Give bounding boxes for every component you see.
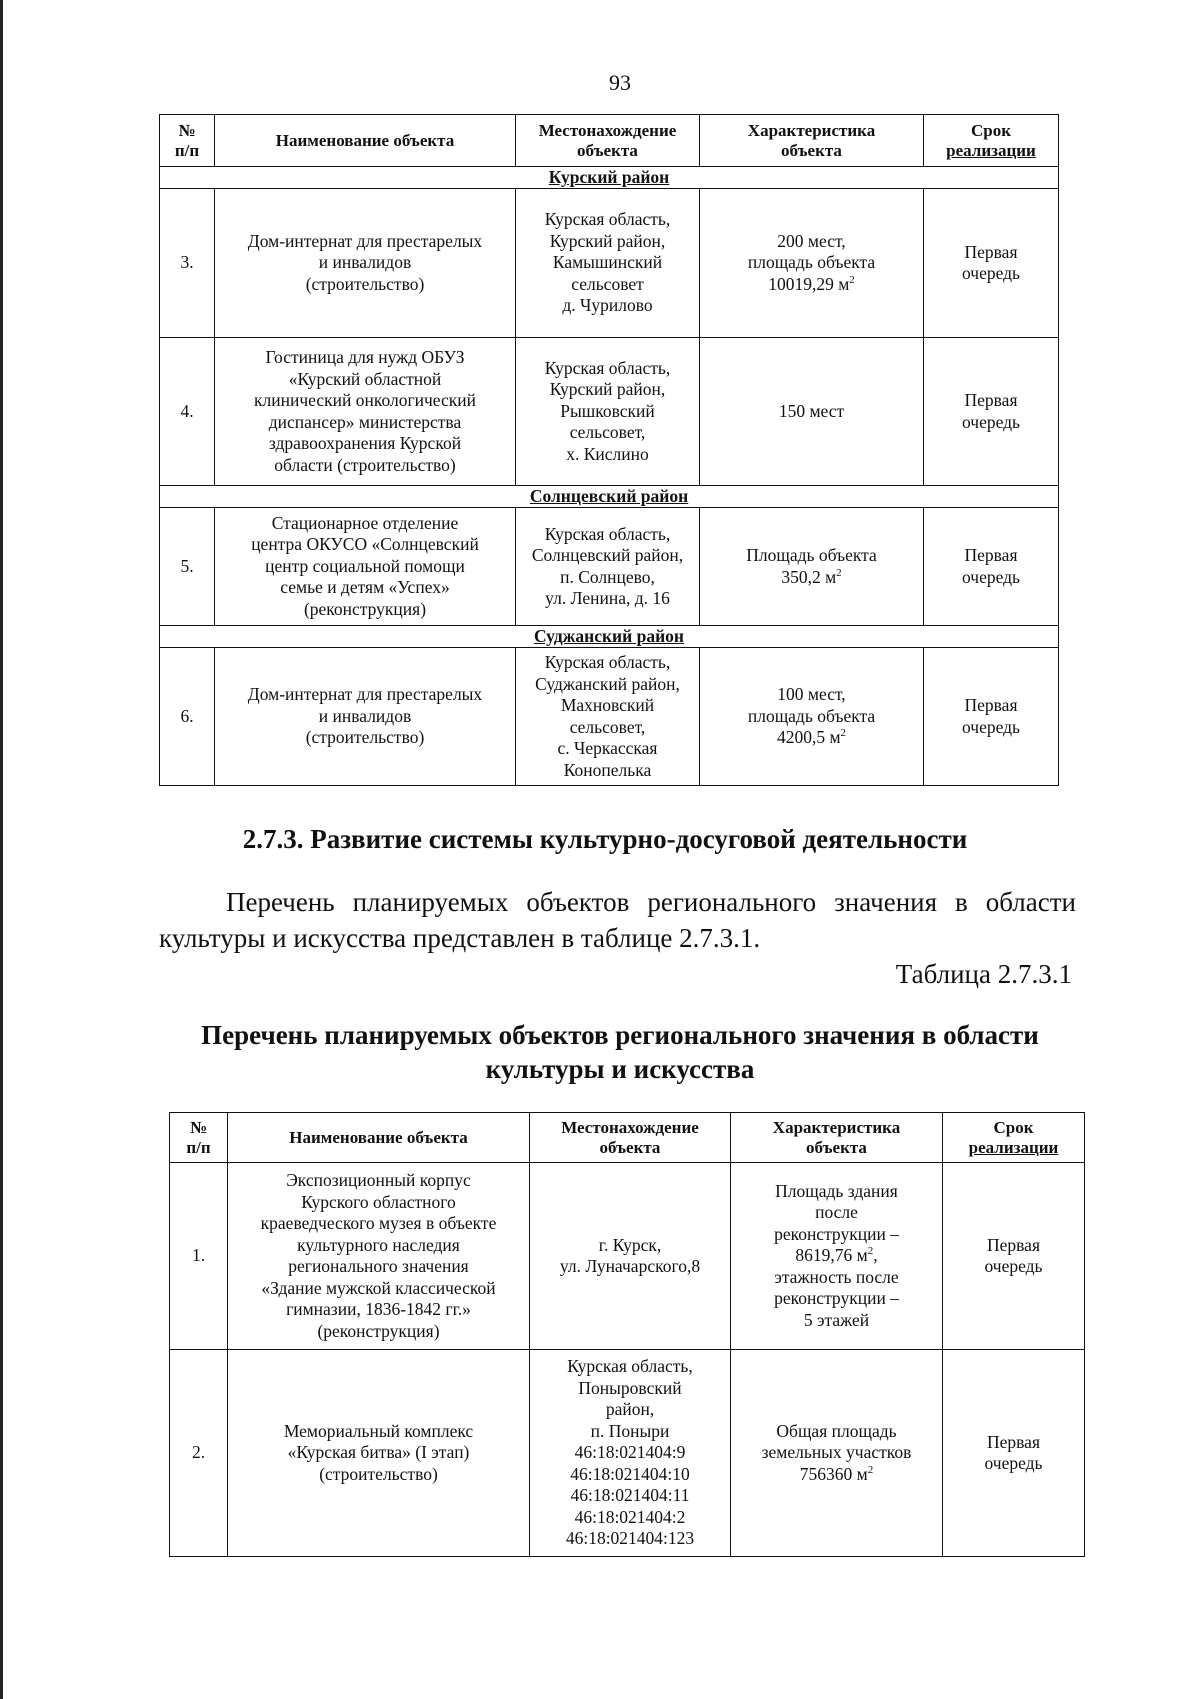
cell-num: 3. (160, 189, 215, 338)
table-row (160, 189, 1059, 338)
cell-name: Стационарное отделение центра ОКУСО «Солнцевский центр социальной помощи семье и детям «Успех» (реконструкция) (215, 508, 516, 626)
cell-characteristic: 100 мест, площадь объекта 4200,5 $м^2$ (700, 648, 924, 786)
intro-paragraph-line2: культуры и искусства представлен в таблице 2.7.3.1. (159, 923, 761, 953)
cell-characteristic: 150 мест (700, 338, 924, 486)
header-term: Срок реализации (924, 115, 1059, 167)
section-title: Суджанский район (160, 626, 1059, 648)
section-heading: 2.7.3. Развитие системы культурно-досуговой деятельности (242, 824, 968, 854)
cell-term: Первая очередь (924, 338, 1059, 486)
cell-term: Первая очередь (924, 189, 1059, 338)
cell-num: 5. (160, 508, 215, 626)
header-location: Местонахождение объекта (530, 1113, 731, 1163)
table-row (160, 508, 1059, 626)
section-title: Солнцевский район (160, 486, 1059, 508)
cell-characteristic: 200 мест, площадь объекта 10019,29 $м^2$ (700, 189, 924, 338)
table-row (170, 1350, 1085, 1557)
table-row (160, 648, 1059, 786)
header-num: № п/п (170, 1113, 228, 1163)
cell-term: Первая очередь (943, 1163, 1085, 1350)
cell-characteristic: Площадь здания после реконструкции – 8619,76 $м^2$, этажность после реконструкции – 5 этажей (731, 1163, 943, 1350)
cell-name: Дом-интернат для престарелых и инвалидов (строительство) (215, 648, 516, 786)
header-num: № п/п (160, 115, 215, 167)
header-characteristic: Характеристика объекта (700, 115, 924, 167)
cell-characteristic: Общая площадь земельных участков 756360 $м^2$ (731, 1350, 943, 1557)
objects-table-social (159, 114, 1059, 786)
section-title: Курский район (160, 167, 1059, 189)
section-row (160, 486, 1059, 508)
table-row (160, 338, 1059, 486)
cell-location: Курская область, Суджанский район, Махновский сельсовет, с. Черкасская Конопелька (516, 648, 700, 786)
cell-num: 2. (170, 1350, 228, 1557)
cell-location: Курская область, Курский район, Рышковский сельсовет, х. Кислино (516, 338, 700, 486)
section-row (160, 626, 1059, 648)
cell-location: Курская область, Курский район, Камышинский сельсовет д. Чурилово (516, 189, 700, 338)
objects-table-culture (169, 1112, 1085, 1557)
cell-name: Экспозиционный корпус Курского областного краеведческого музея в объекте культурного наследия регионального значения «Здание мужской классической гимназии, 1836-1842 гг.» (реконструкция) (228, 1163, 530, 1350)
cell-name: Мемориальный комплекс «Курская битва» (I этап) (строительство) (228, 1350, 530, 1557)
cell-location: г. Курск, ул. Луначарского,8 (530, 1163, 731, 1350)
intro-paragraph-line1: Перечень планируемых объектов регионального значения в области (226, 887, 1076, 917)
table2-title: Перечень планируемых объектов регионального значения в области культуры и искусства (201, 1020, 1039, 1084)
cell-num: 6. (160, 648, 215, 786)
table-row (170, 1163, 1085, 1350)
cell-term: Первая очередь (943, 1350, 1085, 1557)
header-name: Наименование объекта (215, 115, 516, 167)
table-header-row (160, 115, 1059, 167)
cell-name: Дом-интернат для престарелых и инвалидов (строительство) (215, 189, 516, 338)
cell-characteristic: Площадь объекта 350,2 $м^2$ (700, 508, 924, 626)
header-location: Местонахождение объекта (516, 115, 700, 167)
header-name: Наименование объекта (228, 1113, 530, 1163)
cell-name: Гостиница для нужд ОБУЗ «Курский областной клинический онкологический диспансер» министерства здравоохранения Курской области (строительство) (215, 338, 516, 486)
cell-term: Первая очередь (924, 648, 1059, 786)
header-characteristic: Характеристика объекта (731, 1113, 943, 1163)
cell-num: 1. (170, 1163, 228, 1350)
header-term: Срок реализации (943, 1113, 1085, 1163)
page-number: 93 (609, 70, 631, 95)
cell-location: Курская область, Поныровский район, п. Поныри 46:18:021404:9 46:18:021404:10 46:18:021404:11 46:18:021404:2 46:18:021404:123 (530, 1350, 731, 1557)
cell-num: 4. (160, 338, 215, 486)
cell-location: Курская область, Солнцевский район, п. Солнцево, ул. Ленина, д. 16 (516, 508, 700, 626)
section-row (160, 167, 1059, 189)
table-header-row (170, 1113, 1085, 1163)
table-label: Таблица 2.7.3.1 (895, 959, 1072, 989)
cell-term: Первая очередь (924, 508, 1059, 626)
